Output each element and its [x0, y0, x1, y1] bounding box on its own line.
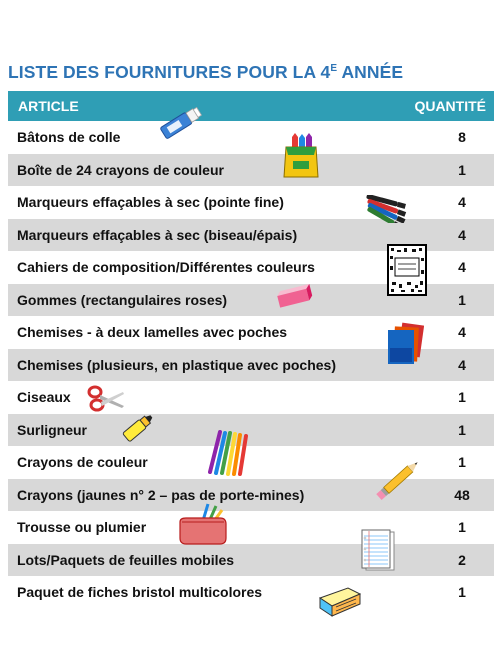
item-name: Surligneur — [17, 421, 88, 438]
pencil-case-icon — [176, 502, 230, 548]
item-name: Crayons de couleur — [17, 454, 148, 471]
item-quantity: 4 — [458, 356, 466, 373]
item-name: Marqueurs effaçables à sec (pointe fine) — [17, 194, 284, 211]
item-quantity: 1 — [458, 389, 466, 406]
item-name: Chemises - à deux lamelles avec poches — [17, 324, 288, 341]
item-quantity: 1 — [458, 454, 466, 471]
table-header — [8, 91, 494, 121]
glue-stick-icon — [156, 104, 206, 140]
item-quantity: 1 — [458, 519, 466, 536]
item-name: Crayons (jaunes n° 2 – pas de porte-mines) — [17, 486, 305, 503]
markers-icon — [360, 195, 412, 223]
item-quantity: 8 — [458, 129, 466, 146]
item-name: Gommes (rectangulaires roses) — [17, 291, 228, 308]
item-name: Boîte de 24 crayons de couleur — [17, 161, 224, 178]
table-row — [8, 511, 494, 544]
loose-leaf-paper-icon — [360, 528, 396, 572]
table-row — [8, 186, 494, 219]
header-quantity: QUANTITÉ — [414, 98, 486, 114]
item-name: Marqueurs effaçables à sec (biseau/épais) — [17, 226, 298, 243]
table-row — [8, 154, 494, 187]
highlighter-icon — [120, 410, 156, 444]
item-name: Paquet de fiches bristol multicolores — [17, 584, 263, 601]
page-title: LISTE DES FOURNITURES POUR LA $4^E$ ANNÉE — [8, 62, 404, 82]
table-row — [8, 121, 494, 154]
item-name: Trousse ou plumier — [17, 519, 147, 536]
item-quantity: 1 — [458, 161, 466, 178]
item-quantity: 4 — [458, 324, 466, 341]
item-quantity: 1 — [458, 584, 466, 601]
item-name: Bâtons de colle — [17, 129, 121, 146]
header-article: ARTICLE — [18, 98, 79, 114]
item-quantity: 1 — [458, 291, 466, 308]
item-quantity: 4 — [458, 259, 466, 276]
colored-pencils-icon — [206, 428, 252, 476]
item-quantity: 4 — [458, 194, 466, 211]
folders-icon — [386, 322, 424, 366]
item-name: Ciseaux — [17, 389, 71, 406]
item-name: Cahiers de composition/Différentes couleurs — [17, 259, 315, 276]
table-row — [8, 544, 494, 577]
index-cards-icon — [318, 584, 362, 622]
item-quantity: 1 — [458, 421, 466, 438]
table-row — [8, 576, 494, 609]
item-name: Chemises (plusieurs, en plastique avec poches) — [17, 356, 336, 373]
item-quantity: 48 — [454, 486, 470, 503]
eraser-icon — [272, 284, 316, 310]
pencil-icon — [374, 455, 424, 503]
item-quantity: 2 — [458, 551, 466, 568]
crayon-box-icon — [280, 133, 322, 179]
item-name: Lots/Paquets de feuilles mobiles — [17, 551, 235, 568]
composition-notebook-icon — [387, 244, 427, 296]
item-quantity: 4 — [458, 226, 466, 243]
table-row — [8, 381, 494, 414]
